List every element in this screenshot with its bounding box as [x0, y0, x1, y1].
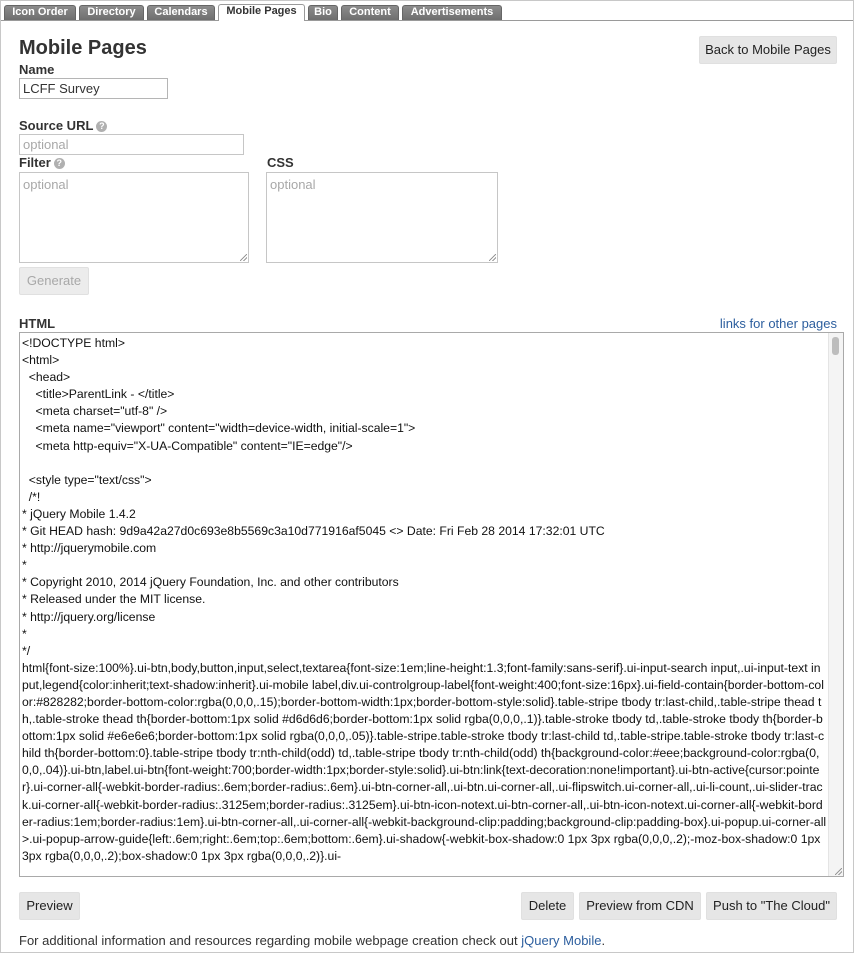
tab-mobile-pages[interactable]: Mobile Pages: [218, 4, 305, 21]
tab-icon-order[interactable]: Icon Order: [4, 5, 76, 20]
filter-placeholder: optional: [23, 177, 69, 192]
html-code-content: <!DOCTYPE html> <html> <head> <title>ParentLink - </title> <meta charset="utf-8" /> <meta name="viewport" content="width=device-width, initial-scale=1"> <meta http-equiv="X-UA-Compatible" content="IE=edge"/> <style type="text/css"> /*! * jQuery Mobile 1.4.2 * Git HEAD hash: 9d9a42a27d0c693e8b5569c3a10d771916af5045 <> Date: Fri Feb 28 2014 17:32:01 UTC * http://jquerymobile.com * * Copyright 2010, 2014 jQuery Foundation, Inc. and other contributors * Released under the MIT license. * http://jquery.org/license * */ html{font-size:100%}.ui-btn,body,button,input,select,textarea{font-size:1em;line-height:1.3;font-family:sans-serif}.ui-input-search input,.ui-input-text input,legend{color:inherit;text-shadow:inherit}.ui-mobile label,div.ui-controlgroup-label{font-weight:400;font-size:16px}.ui-field-contain{border-bottom-color:#828282;border-bottom-color:rgba(0,0,0,.15);border-bottom-width:1px;border-bottom-style:solid}.table-stripe tbody tr:last-child,.table-stripe thead th,.table-stroke thead th{border-bottom:1px solid #d6d6d6;border-bottom:1px solid rgba(0,0,0,.1)}.table-stroke tbody td,.table-stroke tbody th{border-bottom:1px solid #e6e6e6;border-bottom:1px solid rgba(0,0,0,.05)}.table-stripe.table-stroke tbody tr:last-child td,.table-stripe.table-stroke tbody tr:last-child th{border-bottom:0}.table-stripe tbody tr:nth-child(odd) td,.table-stripe tbody tr:nth-child(odd) th{background-color:#eee;background-color:rgba(0,0,0,.04)}.ui-btn,label.ui-btn{font-weight:700;border-width:1px;border-style:solid}.ui-btn:link{text-decoration:none!important}.ui-btn-active{cursor:pointer}.ui-corner-all{-webkit-border-radius:.6em;border-radius:.6em}.ui-btn-corner-all,.ui-btn.ui-corner-all,.ui-flipswitch.ui-corner-all,.ui-li-count,.ui-slider-track.ui-corner-all{-webkit-border-radius:.3125em;border-radius:.3125em}.ui-btn-icon-notext.ui-btn-corner-all,.ui-btn-icon-notext.ui-corner-all{-webkit-border-radius:1em;border-radius:1em}.ui-btn-corner-all,.ui-corner-all{-webkit-background-clip:padding;background-clip:padding-box}.ui-popup.ui-corner-all>.ui-popup-arrow-guide{left:.6em;right:.6em;top:.6em;bottom:.6em}.ui-shadow{-webkit-box-shadow:0 1px 3px rgba(0,0,0,.2);-moz-box-shadow:0 1px 3px rgba(0,0,0,.2);box-shadow:0 1px 3px rgba(0,0,0,.2)}.ui-: [22, 336, 827, 863]
filter-textarea[interactable]: [19, 172, 249, 263]
tab-advertisements[interactable]: Advertisements: [402, 5, 502, 20]
tab-directory[interactable]: Directory: [79, 5, 144, 20]
tab-calendars[interactable]: Calendars: [147, 5, 215, 20]
filter-label: [19, 155, 65, 170]
help-icon[interactable]: ?: [96, 121, 107, 132]
footer-note: [19, 933, 605, 948]
scrollbar-thumb[interactable]: [832, 337, 839, 355]
tab-bar: [1, 1, 853, 21]
resize-grip-icon[interactable]: [240, 254, 247, 261]
name-input[interactable]: LCFF Survey: [19, 78, 168, 99]
push-to-cloud-button[interactable]: Push to "The Cloud": [706, 892, 837, 920]
preview-button[interactable]: Preview: [19, 892, 80, 920]
jquery-mobile-link[interactable]: jQuery Mobile: [521, 933, 602, 948]
source-url-label-text: Source URL: [19, 118, 94, 133]
html-label: HTML: [19, 316, 56, 331]
html-code-textarea[interactable]: [19, 332, 844, 877]
links-for-other-pages-link[interactable]: links for other pages: [719, 316, 837, 331]
vertical-scrollbar[interactable]: [828, 333, 843, 876]
generate-button[interactable]: Generate: [19, 267, 89, 295]
back-to-mobile-pages-button[interactable]: Back to Mobile Pages: [699, 36, 837, 64]
css-textarea[interactable]: [266, 172, 498, 263]
source-url-label: [19, 118, 107, 133]
page-title: Mobile Pages: [19, 37, 147, 59]
preview-from-cdn-button[interactable]: Preview from CDN: [579, 892, 701, 920]
resize-grip-icon[interactable]: [835, 868, 842, 875]
footer-text: For additional information and resources regarding mobile webpage creation check out: [19, 933, 522, 948]
delete-button[interactable]: Delete: [521, 892, 574, 920]
filter-label-text: Filter: [19, 155, 51, 170]
css-placeholder: optional: [270, 177, 316, 192]
source-url-input[interactable]: optional: [19, 134, 244, 155]
resize-grip-icon[interactable]: [489, 254, 496, 261]
tab-content[interactable]: Content: [341, 5, 399, 20]
css-label: CSS: [267, 155, 294, 170]
tab-bio[interactable]: Bio: [308, 5, 338, 20]
help-icon[interactable]: ?: [54, 158, 65, 169]
footer-period: .: [601, 933, 606, 948]
name-label: Name: [19, 62, 55, 77]
